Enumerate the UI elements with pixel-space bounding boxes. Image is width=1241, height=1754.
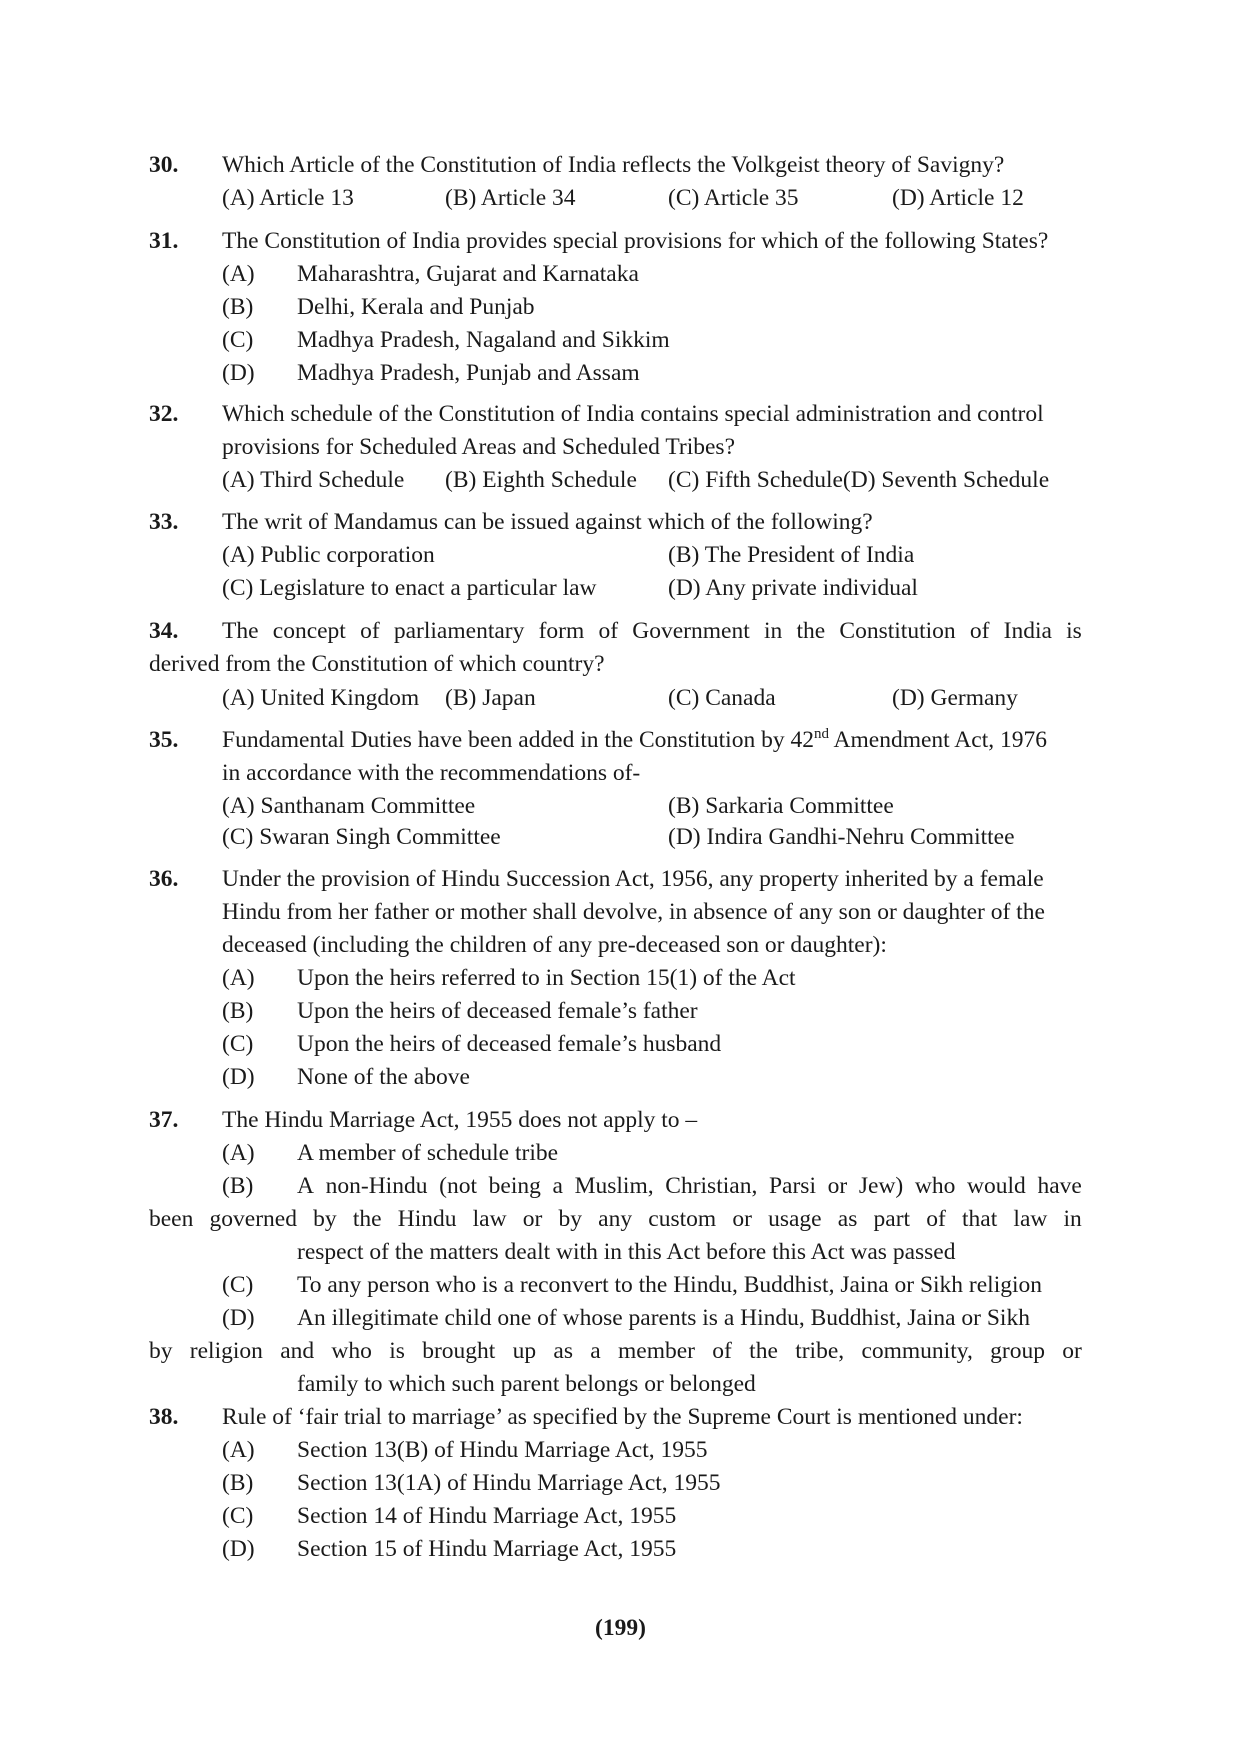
question-number: 38. (149, 1404, 179, 1430)
word: a (590, 1338, 601, 1364)
word: that (962, 1206, 998, 1232)
option-a: (A) Third Schedule (222, 467, 405, 493)
question-text-line: derived from the Constitution of which country? (149, 651, 605, 677)
option-text: Section 15 of Hindu Marriage Act, 1955 (297, 1536, 677, 1562)
option-text: Madhya Pradesh, Punjab and Assam (297, 360, 640, 386)
option-d: (D) Germany (892, 685, 1018, 711)
word: law (472, 1206, 507, 1232)
option-label: (A) (222, 261, 255, 287)
option-text-line (297, 1175, 1082, 1199)
word: Parsi (768, 1173, 816, 1199)
option-a: (A) Public corporation (222, 542, 435, 568)
option-c: (C) Canada (668, 685, 776, 711)
word: law (1013, 1206, 1048, 1232)
word: of (969, 618, 990, 644)
word: member (618, 1338, 695, 1364)
question-number: 35. (149, 727, 179, 753)
word: Muslim, (574, 1173, 654, 1199)
option-label: (C) (222, 1272, 254, 1298)
option-c-d: (C) Fifth Schedule(D) Seventh Schedule (668, 467, 1050, 493)
page-number: (199) (595, 1615, 646, 1641)
option-d: (D) Article 12 (892, 185, 1024, 211)
option-label: (D) (222, 360, 255, 386)
question-text-line (222, 726, 1047, 753)
word: Constitution (839, 618, 956, 644)
option-label: (B) (222, 1173, 254, 1199)
option-a: (A) United Kingdom (222, 685, 420, 711)
word: of (712, 1338, 732, 1364)
question-number: 31. (149, 228, 179, 254)
question-text-line (222, 620, 1082, 644)
word: group (990, 1338, 1045, 1364)
option-label: (B) (222, 1470, 254, 1496)
option-a: (A) Santhanam Committee (222, 793, 476, 819)
word: the (352, 1206, 382, 1232)
word: of (360, 618, 380, 644)
option-text: Upon the heirs referred to in Section 15(1) of the Act (297, 965, 796, 991)
word: by (149, 1338, 173, 1364)
question-text: Which Article of the Constitution of India reflects the Volkgeist theory of Savigny? (222, 152, 1005, 178)
word: by (313, 1206, 337, 1232)
word: or (732, 1206, 752, 1232)
word: the (749, 1338, 778, 1364)
option-label: (A) (222, 1437, 255, 1463)
option-label: (A) (222, 965, 255, 991)
question-number: 32. (149, 401, 179, 427)
word: any (598, 1206, 633, 1232)
option-text: A member of schedule tribe (297, 1140, 559, 1166)
option-b: (B) Eighth Schedule (445, 467, 637, 493)
option-text: Maharashtra, Gujarat and Karnataka (297, 261, 639, 287)
option-b: (B) The President of India (668, 542, 915, 568)
option-label: (D) (222, 1064, 255, 1090)
word: non-Hindu (325, 1173, 428, 1199)
word: in (1063, 1206, 1082, 1232)
question-text-line: provisions for Scheduled Areas and Scheduled Tribes? (222, 434, 736, 460)
option-text: To any person who is a reconvert to the Hindu, Buddhist, Jaina or Sikh religion (297, 1272, 1043, 1298)
word: (not (439, 1173, 477, 1199)
word: Christian, (665, 1173, 758, 1199)
option-b: (B) Japan (445, 685, 536, 711)
question-text: Rule of ‘fair trial to marriage’ as specified by the Supreme Court is mentioned under: (222, 1404, 1023, 1430)
word: up (512, 1338, 537, 1364)
option-text-line: An illegitimate child one of whose parents is a Hindu, Buddhist, Jaina or Sikh (297, 1305, 1030, 1331)
word: who (331, 1338, 372, 1364)
word: in (763, 618, 783, 644)
question-text-line: in accordance with the recommendations of- (222, 760, 641, 786)
word: as (837, 1206, 858, 1232)
word: is (389, 1338, 405, 1364)
option-text-line: family to which such parent belongs or belonged (297, 1371, 756, 1397)
word: and (280, 1338, 315, 1364)
word: brought (422, 1338, 496, 1364)
option-text: Section 13(B) of Hindu Marriage Act, 1955 (297, 1437, 708, 1463)
word: who (914, 1173, 956, 1199)
word: the (796, 618, 826, 644)
question-text: The writ of Mandamus can be issued against which of the following? (222, 509, 873, 535)
question-number: 33. (149, 509, 179, 535)
word: A (297, 1173, 314, 1199)
option-c: (C) Swaran Singh Committee (222, 824, 501, 850)
option-d: (D) Indira Gandhi-Nehru Committee (668, 824, 1015, 850)
option-text: Upon the heirs of deceased female’s father (297, 998, 698, 1024)
question-text-line: Under the provision of Hindu Succession Act, 1956, any property inherited by a female (222, 866, 1044, 892)
word: by (558, 1206, 582, 1232)
option-text: Section 13(1A) of Hindu Marriage Act, 1955 (297, 1470, 721, 1496)
word: tribe, (795, 1338, 845, 1364)
word: Jew) (858, 1173, 904, 1199)
option-text: Section 14 of Hindu Marriage Act, 1955 (297, 1503, 677, 1529)
word: or (1062, 1338, 1082, 1364)
option-a: (A) Article 13 (222, 185, 354, 211)
option-text: None of the above (297, 1064, 470, 1090)
word: Government (632, 618, 750, 644)
question-text-part: Fundamental Duties have been added in the Constitution by 42 (222, 727, 814, 753)
option-text-line (149, 1340, 1082, 1364)
word: concept (272, 618, 346, 644)
option-text: Delhi, Kerala and Punjab (297, 294, 535, 320)
option-label: (C) (222, 1503, 254, 1529)
word: of (926, 1206, 946, 1232)
option-label: (A) (222, 1140, 255, 1166)
word: India (1003, 618, 1052, 644)
superscript: nd (813, 726, 829, 742)
word: Hindu (397, 1206, 457, 1232)
option-text-line (149, 1208, 1082, 1232)
word: would (967, 1173, 1026, 1199)
word: form (538, 618, 585, 644)
option-label: (B) (222, 998, 254, 1024)
option-text-line: respect of the matters dealt with in this Act before this Act was passed (297, 1239, 956, 1265)
word: being (488, 1173, 541, 1199)
word: parliamentary (393, 618, 525, 644)
option-label: (D) (222, 1305, 255, 1331)
word: religion (189, 1338, 263, 1364)
word: part (873, 1206, 911, 1232)
question-text-line: deceased (including the children of any pre-deceased son or daughter): (222, 932, 887, 958)
option-d: (D) Any private individual (668, 575, 918, 601)
option-b: (B) Sarkaria Committee (668, 793, 894, 819)
question-text: The Hindu Marriage Act, 1955 does not apply to – (222, 1107, 698, 1133)
word: been (149, 1206, 194, 1232)
option-label: (B) (222, 294, 254, 320)
question-number: 30. (149, 152, 179, 178)
word: custom (648, 1206, 717, 1232)
option-label: (C) (222, 327, 254, 353)
question-text-line: Hindu from her father or mother shall devolve, in absence of any son or daughter of the (222, 899, 1045, 925)
word: usage (768, 1206, 822, 1232)
question-text-part: Amendment Act, 1976 (828, 727, 1047, 753)
word: The (222, 618, 259, 644)
question-text-line: Which schedule of the Constitution of India contains special administration and control (222, 401, 1044, 427)
option-text: Madhya Pradesh, Nagaland and Sikkim (297, 327, 670, 353)
word: or (827, 1173, 848, 1199)
word: have (1037, 1173, 1082, 1199)
word: or (522, 1206, 543, 1232)
option-c: (C) Legislature to enact a particular law (222, 575, 597, 601)
word: a (552, 1173, 563, 1199)
option-b: (B) Article 34 (445, 185, 576, 211)
question-text: The Constitution of India provides special provisions for which of the following States? (222, 228, 1049, 254)
word: is (1066, 618, 1082, 644)
word: of (598, 618, 619, 644)
option-text: Upon the heirs of deceased female’s husband (297, 1031, 722, 1057)
question-number: 37. (149, 1107, 179, 1133)
option-label: (D) (222, 1536, 255, 1562)
question-number: 36. (149, 866, 179, 892)
option-label: (C) (222, 1031, 254, 1057)
word: as (553, 1338, 573, 1364)
word: community, (861, 1338, 973, 1364)
word: governed (209, 1206, 297, 1232)
option-c: (C) Article 35 (668, 185, 799, 211)
question-number: 34. (149, 618, 179, 644)
